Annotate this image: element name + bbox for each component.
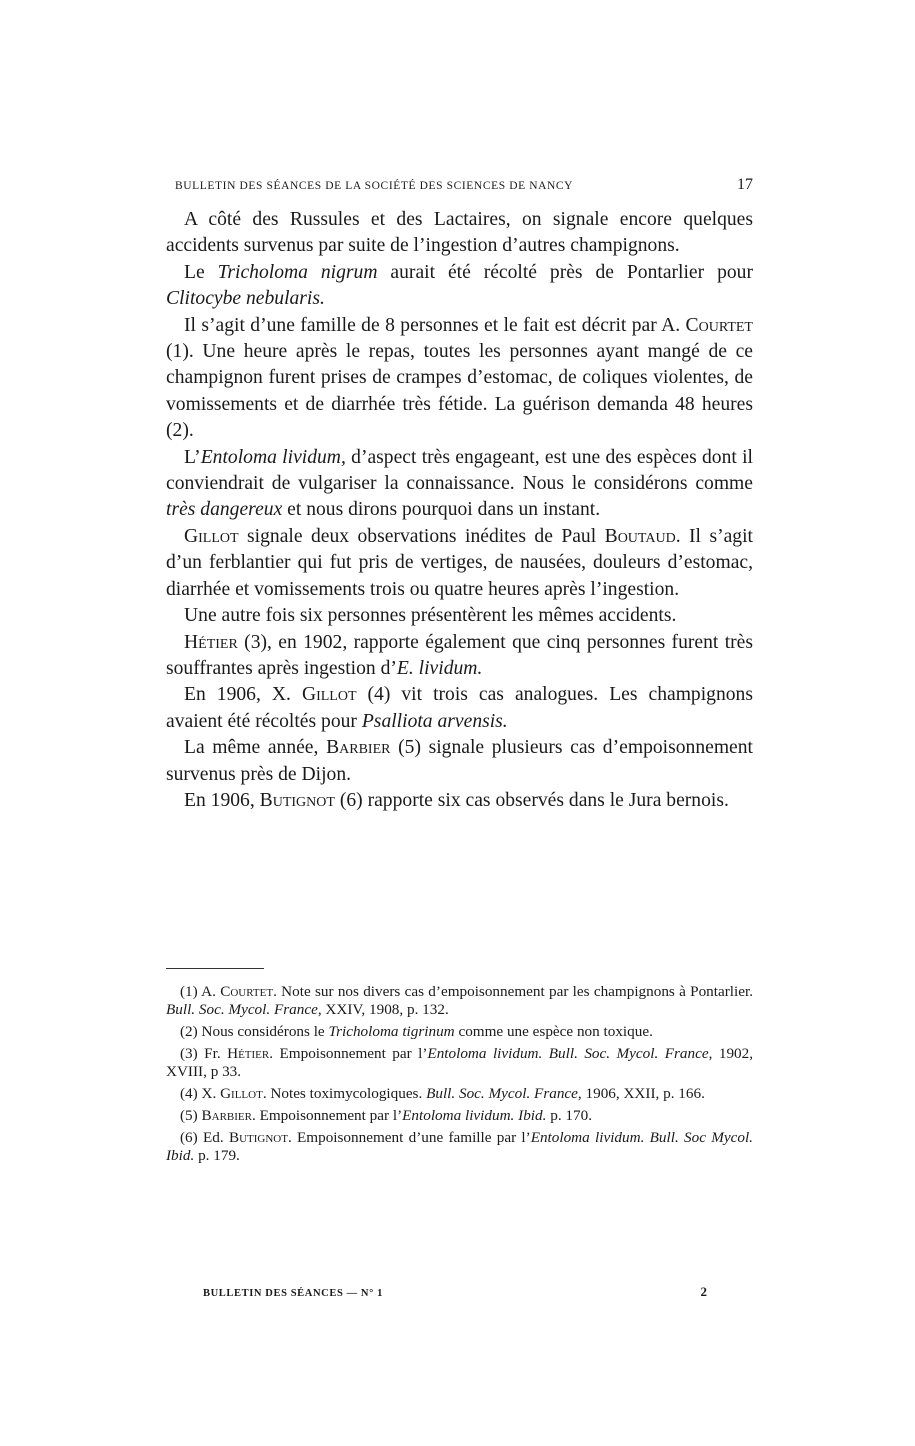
footnote [166, 983, 753, 1019]
running-title: BULLETIN DES SÉANCES DE LA SOCIÉTÉ DES SCIENCES DE NANCY [175, 180, 574, 192]
footnote-rule [166, 968, 264, 969]
footnote [166, 1023, 753, 1041]
text-run: d’aspect très engageant, est une des espèces dont il conviendrait de vulgariser la connaissance. Nous le considérons comme [166, 446, 754, 495]
text-run: (6) rapporte six cas observés dans le Jura bernois. [334, 789, 729, 811]
italic-text: E. lividum. [396, 657, 483, 679]
author-name: Courtet [220, 983, 274, 1000]
paragraph [166, 630, 753, 683]
text-run: La même année, [184, 737, 327, 759]
footnote [166, 1107, 753, 1125]
paragraph [166, 682, 753, 735]
text-run: , 1902, XVIII, p 33. [166, 1045, 754, 1080]
footnote [166, 1129, 753, 1165]
author-name: Gillot [301, 684, 357, 706]
paragraph [166, 313, 753, 445]
paragraph [166, 445, 753, 524]
text-run: (6) Ed. [180, 1129, 229, 1146]
text-run: . Notes toximycologiques. [262, 1085, 427, 1102]
paragraph [166, 524, 753, 603]
author-name: Boutaud [604, 525, 676, 547]
italic-text: très dangereux [166, 499, 283, 521]
text-run: En 1906, [184, 789, 260, 811]
text-run: . Note sur nos divers cas d’empoisonnement par les champignons à Pontarlier. [273, 983, 753, 1000]
text-run: p. 179. [194, 1147, 240, 1164]
italic-text: Entoloma lividum, [200, 446, 346, 468]
italic-text: Bull. Soc. Mycol. France [166, 1001, 318, 1018]
text-run: (1) A. [180, 983, 221, 1000]
body-text [166, 207, 753, 814]
text-run: (2) Nous considérons le [180, 1023, 329, 1040]
text-run: signale deux observations inédites de Paul [238, 525, 605, 547]
paragraph [166, 207, 753, 260]
italic-text: Psalliota arvensis. [361, 710, 508, 732]
text-run: . Empoisonnement par l’ [251, 1107, 403, 1124]
text-run: L’ [184, 446, 201, 468]
page-number: 17 [737, 176, 753, 193]
author-name: Hétier [227, 1045, 270, 1062]
footnote [166, 1085, 753, 1103]
author-name: Butignot [259, 789, 335, 811]
text-run: (5) signale plusieurs cas d’empoisonnement survenus près de Dijon. [166, 737, 753, 785]
text-run: comme une espèce non toxique. [454, 1023, 653, 1040]
author-name: Butignot [228, 1129, 288, 1146]
text-run: (3) Fr. [180, 1045, 228, 1062]
text-run: . Empoisonnement par l’ [269, 1045, 428, 1062]
italic-text: Tricholoma tigrinum [328, 1023, 455, 1040]
text-run: et nous dirons pourquoi dans un instant. [282, 499, 601, 521]
text-run: p. 170. [546, 1107, 592, 1124]
text-run: . Empoisonnement d’une famille par l’ [287, 1129, 531, 1146]
italic-text: Entoloma lividum. Bull. Soc. Mycol. France [427, 1045, 709, 1062]
italic-text: Entoloma lividum. Ibid. [402, 1107, 547, 1124]
text-run: Le [184, 261, 218, 283]
footer-bulletin-line: BULLETIN DES SÉANCES — N° 1 [203, 1288, 383, 1299]
text-run: Il s’agit d’une famille de 8 personnes et le fait est décrit par A. [184, 314, 686, 336]
text-run: (3), en 1902, rapporte également que cinq personnes furent très souffrantes après ingestion d’ [166, 631, 753, 679]
running-header [175, 176, 753, 194]
author-name: Hétier [184, 631, 238, 653]
author-name: Barbier [326, 737, 391, 759]
text-run: (4) vit trois cas analogues. Les champignons avaient été récoltés pour [166, 684, 753, 732]
italic-text: Entoloma lividum. Bull. Soc Mycol. Ibid. [166, 1129, 753, 1164]
paragraph [166, 788, 753, 814]
paragraph [166, 260, 753, 313]
italic-text: Bull. Soc. Mycol. France [426, 1085, 578, 1102]
paragraph [166, 603, 753, 629]
footnote [166, 1045, 753, 1081]
author-name: Courtet [685, 314, 753, 336]
italic-text: Clitocybe nebularis. [166, 288, 325, 310]
text-run: . Il s’agit d’un ferblantier qui fut pris de vertiges, de nausées, douleurs d’estomac, diarrhée et vomissements trois ou quatre heures après l’ingestion. [166, 525, 753, 600]
author-name: Gillot [220, 1085, 263, 1102]
text-run: (4) X. [180, 1085, 221, 1102]
text-run: , XXIV, 1908, p. 132. [317, 1001, 449, 1018]
text-run: Une autre fois six personnes présentèrent les mêmes accidents. [184, 605, 677, 627]
text-run: (5) [180, 1107, 202, 1124]
text-run: (1). Une heure après le repas, toutes les personnes ayant mangé de ce champignon furent prises de crampes d’estomac, de coliques violentes, de vomissements et de diarrhée très fétide. La guérison demanda 48 heures (2). [166, 341, 753, 442]
footnotes [166, 983, 753, 1169]
italic-text: Tricholoma nigrum [217, 261, 378, 283]
signature-mark: 2 [700, 1284, 707, 1299]
paragraph [166, 735, 753, 788]
text-run: , 1906, XXII, p. 166. [577, 1085, 705, 1102]
text-run: A côté des Russules et des Lactaires, on signale encore quelques accidents survenus par suite de l’ingestion d’autres champignons. [166, 209, 753, 257]
text-run: aurait été récolté près de Pontarlier pour [377, 261, 753, 283]
author-name: Barbier [201, 1107, 252, 1124]
text-run: En 1906, X. [184, 684, 302, 706]
page-footer [203, 1284, 707, 1300]
author-name: Gillot [184, 525, 239, 547]
